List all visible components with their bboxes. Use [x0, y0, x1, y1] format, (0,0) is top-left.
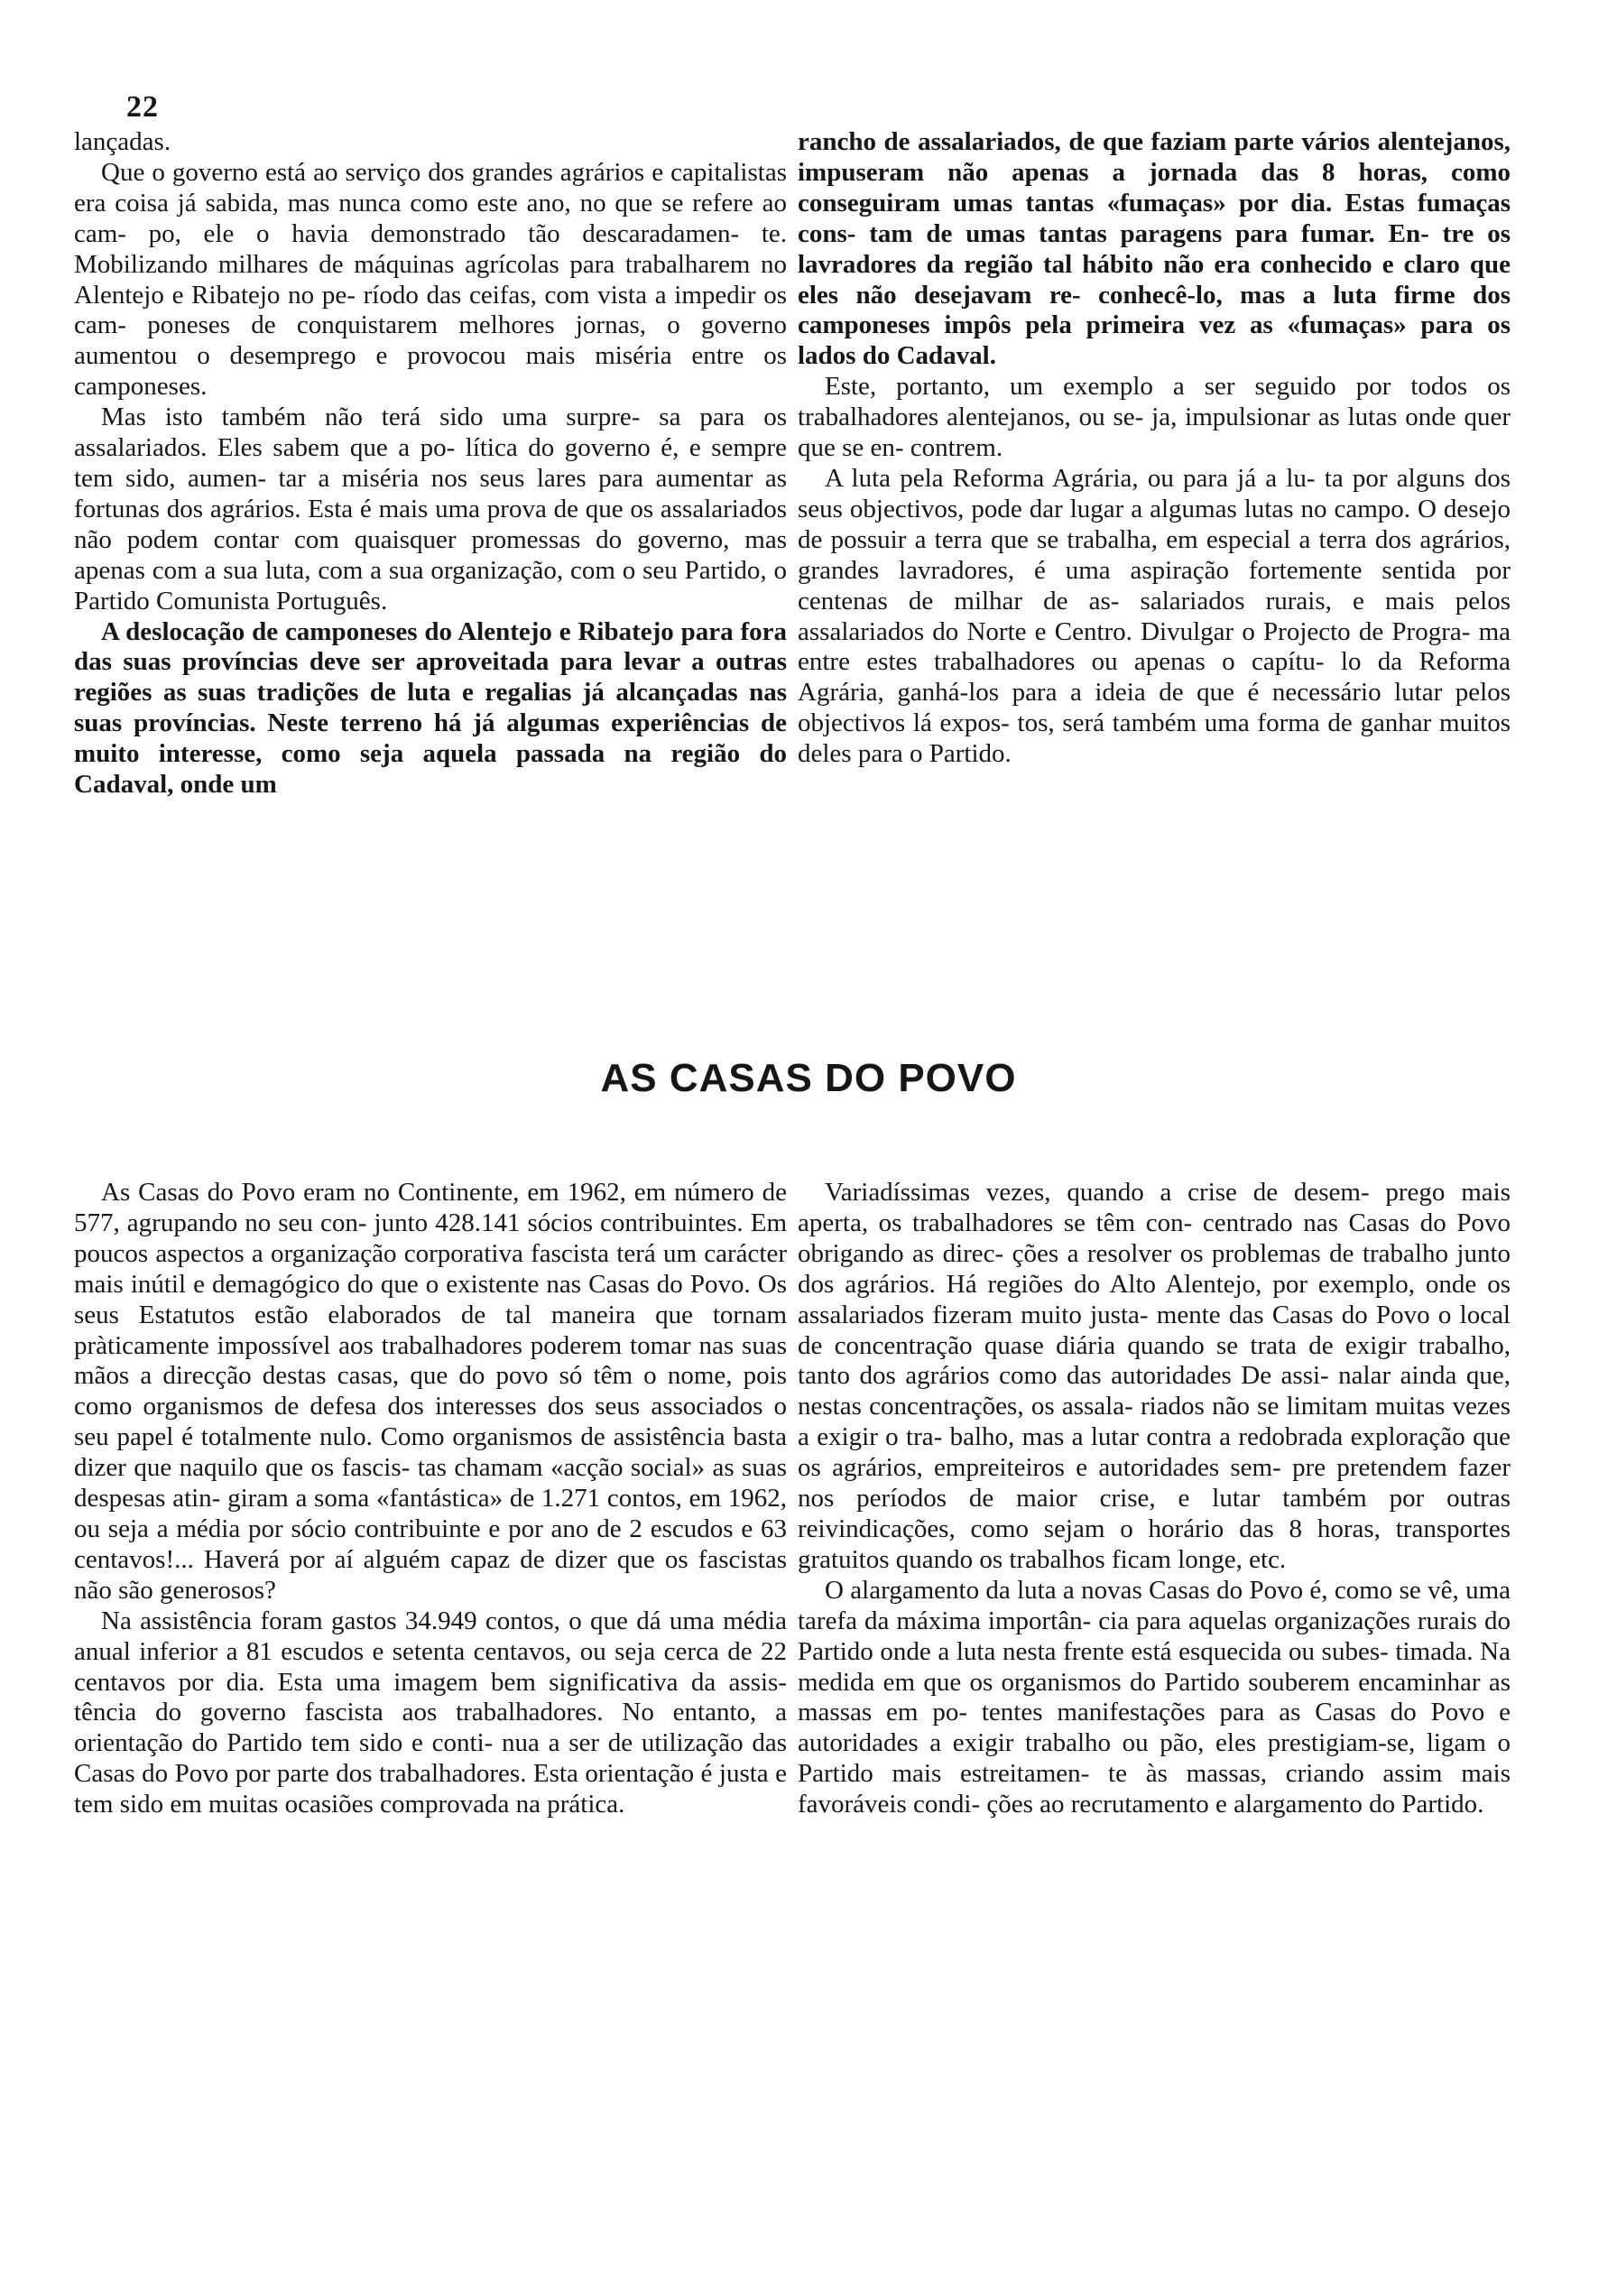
- paragraph: Que o governo está ao serviço dos grandes agrários e capitalistas era coisa já sabida, mas nunca como este ano, no que se refere ao cam- po, ele o havia demonstrado tão descaradamen- te. Mobilizando milhares de máquinas agrícolas para trabalharem no Alentejo e Ribatejo no pe- ríodo das ceifas, com vista a impedir os cam- poneses de conquistarem melhores jornas, o governo aumentou o desemprego e provocou mais miséria entre os camponeses.: [74, 157, 787, 402]
- page-number: 22: [126, 90, 159, 124]
- top-right-column: [798, 127, 1511, 770]
- paragraph: rancho de assalariados, de que faziam parte vários alentejanos, impuseram não apenas a jornada das 8 horas, como conseguiram umas tantas «fumaças» por dia. Estas fumaças cons- tam de umas tantas paragens para fumar. En- tre os lavradores da região tal hábito não era conhecido e claro que eles não desejavam re- conhecê-lo, mas a luta firme dos camponeses impôs pela primeira vez as «fumaças» para os lados do Cadaval.: [798, 127, 1511, 371]
- paragraph: lançadas.: [74, 127, 171, 156]
- paragraph: Na assistência foram gastos 34.949 contos, o que dá uma média anual inferior a 81 escudos e setenta centavos, ou seja cerca de 22 centavos por dia. Esta uma imagem bem significativa da assis- tência do governo fascista aos trabalhadores. No entanto, a orientação do Partido tem sido e conti- nua a ser de utilização das Casas do Povo por parte dos trabalhadores. Esta orientação é justa e tem sido em muitas ocasiões comprovada na prática.: [74, 1606, 787, 1819]
- bottom-left-column: [74, 1178, 787, 1820]
- paragraph: Mas isto também não terá sido uma surpre- sa para os assalariados. Eles sabem que a po- lítica do governo é, e sempre tem sido, aumen- tar a miséria nos seus lares para aumentar as fortunas dos agrários. Esta é mais uma prova de que os assalariados não podem contar com quaisquer promessas do governo, mas apenas com a sua luta, com a sua organização, com o seu Partido, o Partido Comunista Português.: [74, 403, 787, 616]
- section-title: AS CASAS DO POVO: [600, 1056, 1017, 1100]
- paragraph: Este, portanto, um exemplo a ser seguido por todos os trabalhadores alentejanos, ou se- ja, impulsionar as lutas onde quer que se en- contrem.: [798, 372, 1511, 463]
- paragraph: O alargamento da luta a novas Casas do Povo é, como se vê, uma tarefa da máxima importân- cia para aquelas organizações rurais do Partido onde a luta nesta frente está esquecida ou subes- timada. Na medida em que os organismos do Partido souberem encaminhar as massas em po- tentes manifestações para as Casas do Povo e autoridades a exigir trabalho ou pão, eles prestigiam-se, ligam o Partido mais estreitamen- te às massas, criando assim mais favoráveis condi- ções ao recrutamento e alargamento do Partido.: [798, 1575, 1511, 1819]
- paragraph: As Casas do Povo eram no Continente, em 1962, em número de 577, agrupando no seu con- junto 428.141 sócios contribuintes. Em poucos aspectos a organização corporativa fascista terá um carácter mais inútil e demagógico do que o existente nas Casas do Povo. Os seus Estatutos estão elaborados de tal maneira que tornam pràticamente impossível aos trabalhadores poderem tomar nas suas mãos a direcção destas casas, que do povo só têm o nome, pois como organismos de defesa dos interesses dos seus associados o seu papel é totalmente nulo. Como organismos de assistência basta dizer que naquilo que os fascis- tas chamam «acção social» as suas despesas atin- giram a soma «fantástica» de 1.271 contos, em 1962, ou seja a média por sócio contribuinte e por ano de 2 escudos e 63 centavos!... Haverá por aí alguém capaz de dizer que os fascistas não são generosos?: [74, 1178, 787, 1605]
- paragraph: A deslocação de camponeses do Alentejo e Ribatejo para fora das suas províncias deve ser aproveitada para levar a outras regiões as suas tradições de luta e regalias já alcançadas nas suas províncias. Neste terreno há já algumas experiências de muito interesse, como seja aquela passada na região do Cadaval, onde um: [74, 616, 787, 800]
- top-left-column: [74, 127, 787, 801]
- paragraph: Variadíssimas vezes, quando a crise de desem- prego mais aperta, os trabalhadores se têm con- centrado nas Casas do Povo obrigando as direc- ções a resolver os problemas de trabalho junto dos agrários. Há regiões do Alto Alentejo, por exemplo, onde os assalariados fizeram muito justa- mente das Casas do Povo o local de concentração quase diária quando se trata de exigir trabalho, tanto dos agrários como das autoridades De assi- nalar ainda que, nestas concentrações, os assala- riados não se limitam muitas vezes a exigir o tra- balho, mas a lutar contra a redobrada exploração que os agrários, empreiteiros e autoridades sem- pre pretendem fazer nos períodos de maior crise, e lutar também por outras reivindicações, como sejam o horário das 8 horas, transportes gratuitos quando os trabalhos ficam longe, etc.: [798, 1178, 1511, 1574]
- paragraph: A luta pela Reforma Agrária, ou para já a lu- ta por alguns dos seus objectivos, pode dar lugar a algumas lutas no campo. O desejo de possuir a terra que se trabalha, em especial a terra dos agrários, grandes lavradores, é uma aspiração fortemente sentida por centenas de milhar de as- salariados rurais, e mais pelos assalariados do Norte e Centro. Divulgar o Projecto de Progra- ma entre estes trabalhadores ou apenas o capítu- lo da Reforma Agrária, ganhá-los para a ideia de que é necessário lutar pelos objectivos lá expos- tos, será também uma forma de ganhar muitos deles para o Partido.: [798, 463, 1511, 769]
- bottom-right-column: [798, 1178, 1511, 1820]
